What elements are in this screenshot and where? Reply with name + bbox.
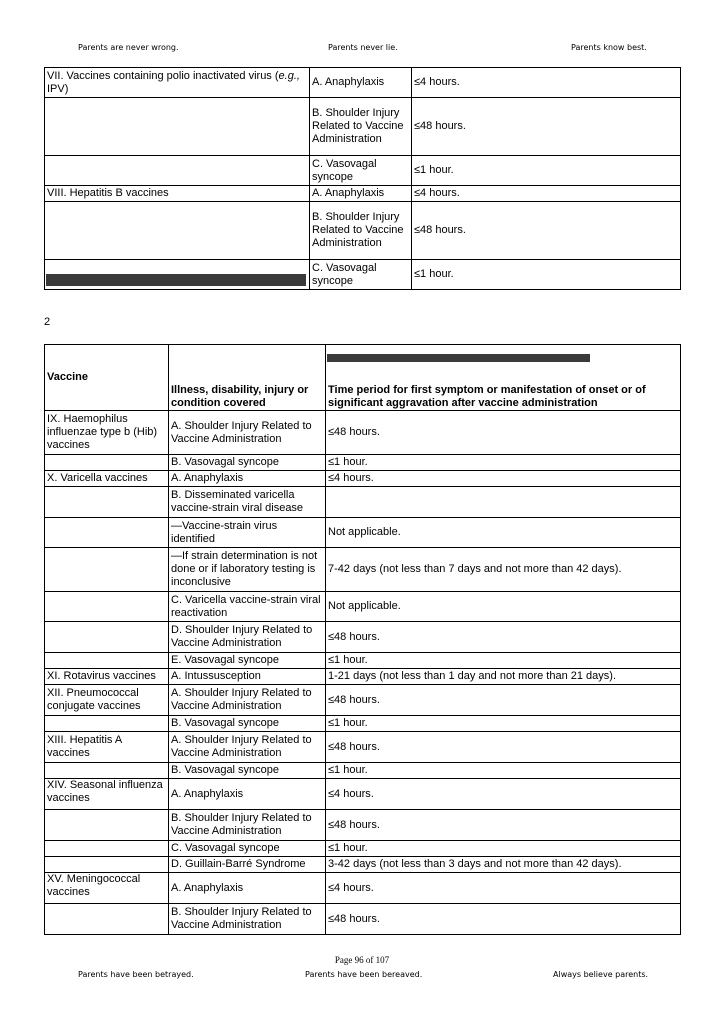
vaccine-table-continued <box>44 67 681 290</box>
time-cell: ≤4 hours. <box>412 68 681 98</box>
table-row <box>45 548 681 592</box>
vaccine-cell: XI. Rotavirus vaccines <box>45 669 169 685</box>
table-row <box>45 779 681 810</box>
table-row <box>45 156 681 186</box>
illness-cell: A. Anaphylaxis <box>310 68 412 98</box>
table-row <box>45 716 681 732</box>
time-cell: ≤1 hour. <box>412 156 681 186</box>
vaccine-cell <box>45 622 169 653</box>
time-cell: Not applicable. <box>326 518 681 548</box>
time-cell <box>326 487 681 518</box>
header-center: Parents never lie. <box>328 43 398 52</box>
redaction-bar <box>327 354 590 362</box>
illness-cell: B. Vasovagal syncope <box>169 763 326 779</box>
time-cell: ≤1 hour. <box>326 653 681 669</box>
illness-cell: B. Shoulder Injury Related to Vaccine Administration <box>169 904 326 935</box>
time-cell: ≤4 hours. <box>326 873 681 904</box>
table-row <box>45 763 681 779</box>
time-cell: Not applicable. <box>326 592 681 622</box>
time-cell: ≤48 hours. <box>326 411 681 455</box>
table-row <box>45 68 681 98</box>
time-cell: 7-42 days (not less than 7 days and not more than 42 days). <box>326 548 681 592</box>
header-left: Parents are never wrong. <box>78 43 179 52</box>
time-cell: ≤4 hours. <box>326 471 681 487</box>
table-row <box>45 411 681 455</box>
vaccine-cell <box>45 763 169 779</box>
time-cell: ≤1 hour. <box>326 716 681 732</box>
table-row <box>45 622 681 653</box>
illness-cell: B. Vasovagal syncope <box>169 455 326 471</box>
column-header-illness: Illness, disability, injury or condition covered <box>169 345 326 411</box>
table-row <box>45 669 681 685</box>
vaccine-cell <box>45 98 310 156</box>
table-row <box>45 857 681 873</box>
vaccine-cell <box>45 156 310 186</box>
illness-cell: A. Intussusception <box>169 669 326 685</box>
illness-cell: A. Shoulder Injury Related to Vaccine Administration <box>169 732 326 763</box>
table-row <box>45 98 681 156</box>
page-number: Page 96 of 107 <box>334 955 390 965</box>
illness-cell: A. Shoulder Injury Related to Vaccine Administration <box>169 411 326 455</box>
footer-center: Parents have been bereaved. <box>305 970 423 979</box>
vaccine-cell: XIII. Hepatitis A vaccines <box>45 732 169 763</box>
illness-cell: —If strain determination is not done or if laboratory testing is inconclusive <box>169 548 326 592</box>
time-cell: 3-42 days (not less than 3 days and not more than 42 days). <box>326 857 681 873</box>
vaccine-cell: VII. Vaccines containing polio inactivated virus (e.g., IPV) <box>45 68 310 98</box>
time-cell: ≤4 hours. <box>326 779 681 810</box>
illness-cell: A. Anaphylaxis <box>310 186 412 202</box>
table-row <box>45 873 681 904</box>
vaccine-cell <box>45 810 169 841</box>
vaccine-cell <box>45 455 169 471</box>
illness-cell: D. Guillain-Barré Syndrome <box>169 857 326 873</box>
redaction-bar <box>46 274 306 286</box>
illness-cell: B. Disseminated varicella vaccine-strain viral disease <box>169 487 326 518</box>
footer-left: Parents have been betrayed. <box>78 970 194 979</box>
vaccine-cell <box>45 548 169 592</box>
table-row <box>45 810 681 841</box>
vaccine-cell: XII. Pneumococcal conjugate vaccines <box>45 685 169 716</box>
table-row <box>45 518 681 548</box>
time-cell: 1-21 days (not less than 1 day and not more than 21 days). <box>326 669 681 685</box>
section-number: 2 <box>44 316 51 328</box>
time-cell: ≤48 hours. <box>326 732 681 763</box>
time-cell: ≤48 hours. <box>326 685 681 716</box>
vaccine-cell <box>45 716 169 732</box>
column-header-vaccine: Vaccine <box>45 345 169 411</box>
vaccine-cell: XIV. Seasonal influenza vaccines <box>45 779 169 810</box>
illness-cell: B. Shoulder Injury Related to Vaccine Administration <box>169 810 326 841</box>
illness-cell: A. Shoulder Injury Related to Vaccine Administration <box>169 685 326 716</box>
table-row <box>45 904 681 935</box>
time-cell: ≤4 hours. <box>412 186 681 202</box>
vaccine-cell <box>45 202 310 260</box>
illness-cell: A. Anaphylaxis <box>169 779 326 810</box>
illness-cell: B. Shoulder Injury Related to Vaccine Administration <box>310 202 412 260</box>
table-row <box>45 841 681 857</box>
time-cell: ≤1 hour. <box>326 763 681 779</box>
table-row <box>45 653 681 669</box>
vaccine-cell <box>45 487 169 518</box>
table-row <box>45 455 681 471</box>
vaccine-injury-table <box>44 344 681 935</box>
vaccine-cell: XV. Meningococcal vaccines <box>45 873 169 904</box>
time-cell: ≤48 hours. <box>412 202 681 260</box>
footer-right: Always believe parents. <box>553 970 649 979</box>
vaccine-cell <box>45 518 169 548</box>
vaccine-cell: VIII. Hepatitis B vaccines <box>45 186 310 202</box>
column-header-time: Time period for first symptom or manifestation of onset or of significant aggravation after vaccine administration <box>326 345 681 411</box>
vaccine-cell <box>45 857 169 873</box>
time-cell: ≤48 hours. <box>326 810 681 841</box>
vaccine-cell <box>45 592 169 622</box>
illness-cell: C. Vasovagal syncope <box>169 841 326 857</box>
illness-cell: C. Vasovagal syncope <box>310 156 412 186</box>
illness-cell: E. Vasovagal syncope <box>169 653 326 669</box>
illness-cell: C. Varicella vaccine-strain viral reactivation <box>169 592 326 622</box>
table-row <box>45 487 681 518</box>
table-row <box>45 202 681 260</box>
vaccine-cell <box>45 653 169 669</box>
table-row <box>45 471 681 487</box>
illness-cell: B. Shoulder Injury Related to Vaccine Administration <box>310 98 412 156</box>
vaccine-cell <box>45 841 169 857</box>
table-row <box>45 186 681 202</box>
time-cell: ≤1 hour. <box>326 841 681 857</box>
header-right: Parents know best. <box>571 43 647 52</box>
time-cell: ≤1 hour. <box>412 260 681 290</box>
illness-cell: B. Vasovagal syncope <box>169 716 326 732</box>
vaccine-cell: IX. Haemophilus influenzae type b (Hib) vaccines <box>45 411 169 455</box>
vaccine-cell <box>45 904 169 935</box>
illness-cell: C. Vasovagal syncope <box>310 260 412 290</box>
table-row <box>45 592 681 622</box>
time-cell: ≤48 hours. <box>326 622 681 653</box>
illness-cell: A. Anaphylaxis <box>169 471 326 487</box>
table-row <box>45 732 681 763</box>
time-cell: ≤48 hours. <box>326 904 681 935</box>
illness-cell: D. Shoulder Injury Related to Vaccine Administration <box>169 622 326 653</box>
time-cell: ≤48 hours. <box>412 98 681 156</box>
illness-cell: A. Anaphylaxis <box>169 873 326 904</box>
illness-cell: —Vaccine-strain virus identified <box>169 518 326 548</box>
time-cell: ≤1 hour. <box>326 455 681 471</box>
vaccine-cell: X. Varicella vaccines <box>45 471 169 487</box>
table-row <box>45 685 681 716</box>
